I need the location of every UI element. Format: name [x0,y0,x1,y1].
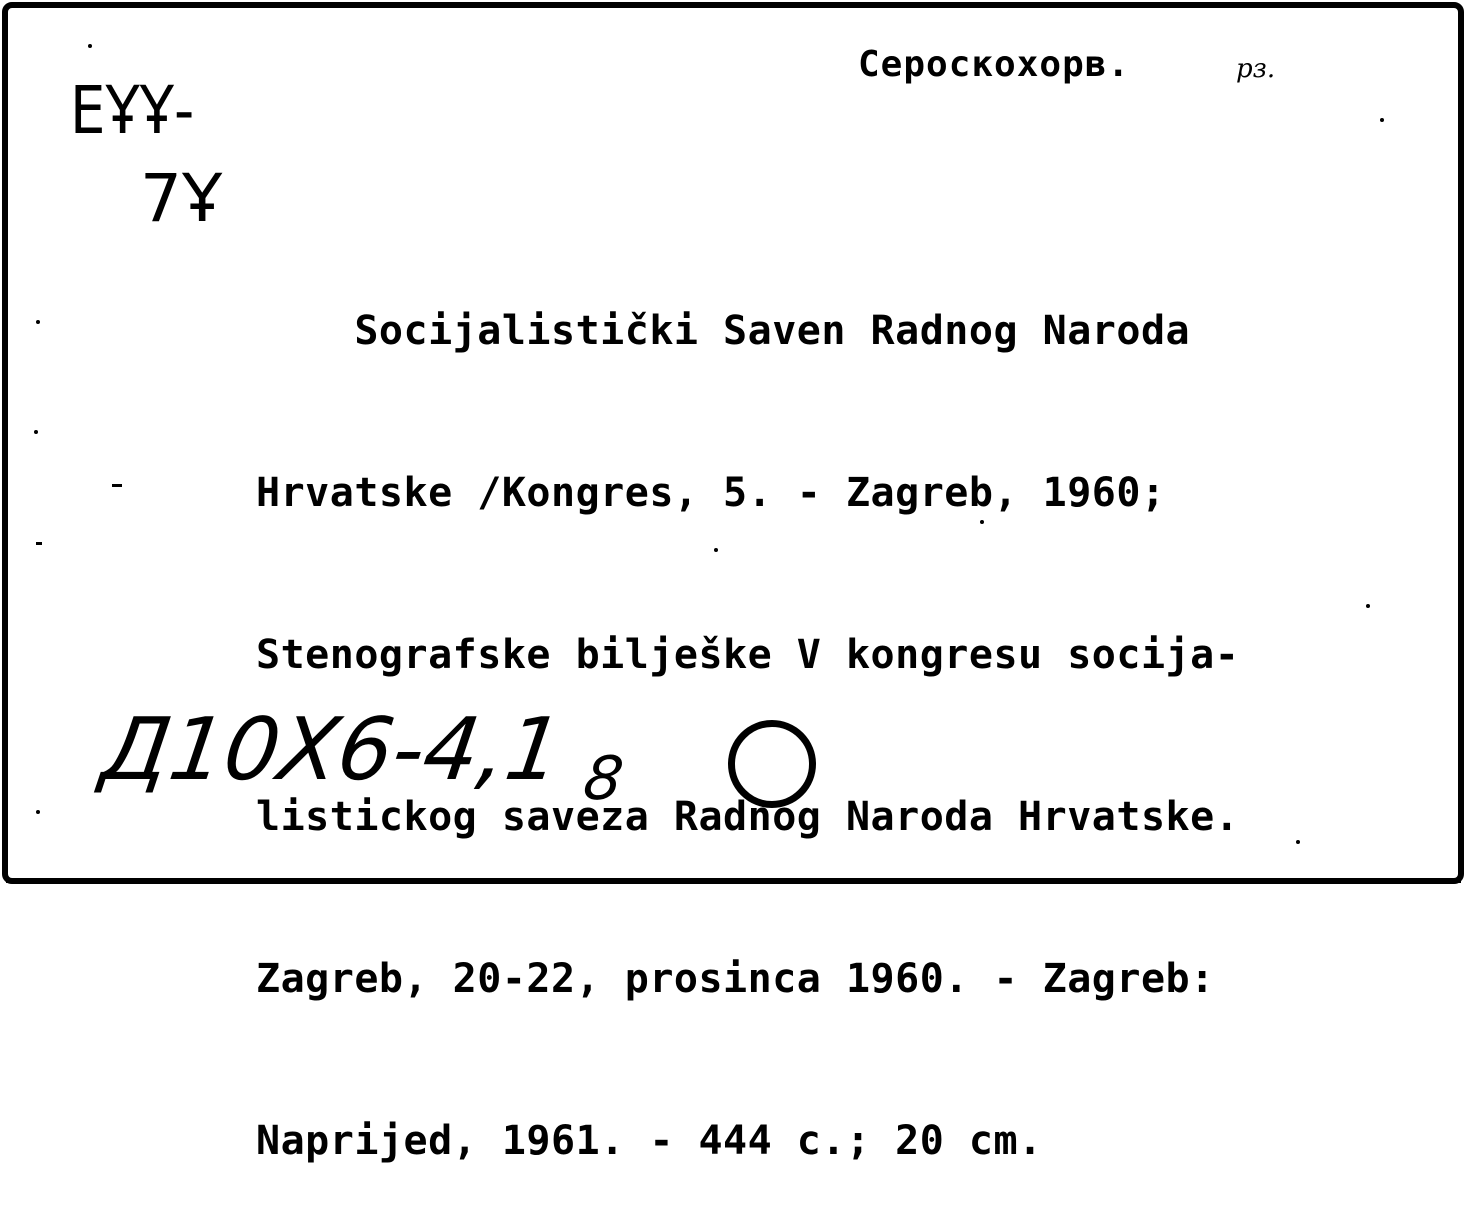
circle-stamp-icon [728,720,816,808]
scan-speck [36,320,40,324]
call-number-line1: EҰҰ- [70,72,195,149]
entry-line: Stenografske bilješke V kongresu socija- [256,632,1240,678]
scan-speck [980,520,984,524]
entry-line: Hrvatske /Kongres, 5. - Zagreb, 1960; [256,470,1166,516]
shelf-mark-main: Д10Х6-4,1 [95,700,569,800]
call-number-line2: 7Ұ [140,160,223,237]
scan-speck [1296,840,1300,844]
language-annotation: рз. [1236,54,1276,84]
scan-dash [112,484,122,487]
scan-dash [36,542,42,545]
scan-speck [88,44,92,48]
language-heading: Сероскохорв. [858,44,1131,85]
scan-speck [1380,118,1384,122]
scan-speck [714,548,718,552]
entry-line: Zagreb, 20-22, prosinca 1960. - Zagreb: [256,956,1215,1002]
entry-line: Naprijed, 1961. - 444 c.; 20 cm. [256,1118,1043,1164]
entry-line: listickog saveza Radnog Naroda Hrvatske. [256,794,1240,840]
shelf-mark-sub: 8 [579,744,628,814]
scan-speck [34,430,38,434]
shelf-mark [94,700,634,814]
scan-speck [36,810,40,814]
entry-line: Socijalistički Saven Radnog Naroda [256,308,1191,354]
scan-speck [1366,604,1370,608]
